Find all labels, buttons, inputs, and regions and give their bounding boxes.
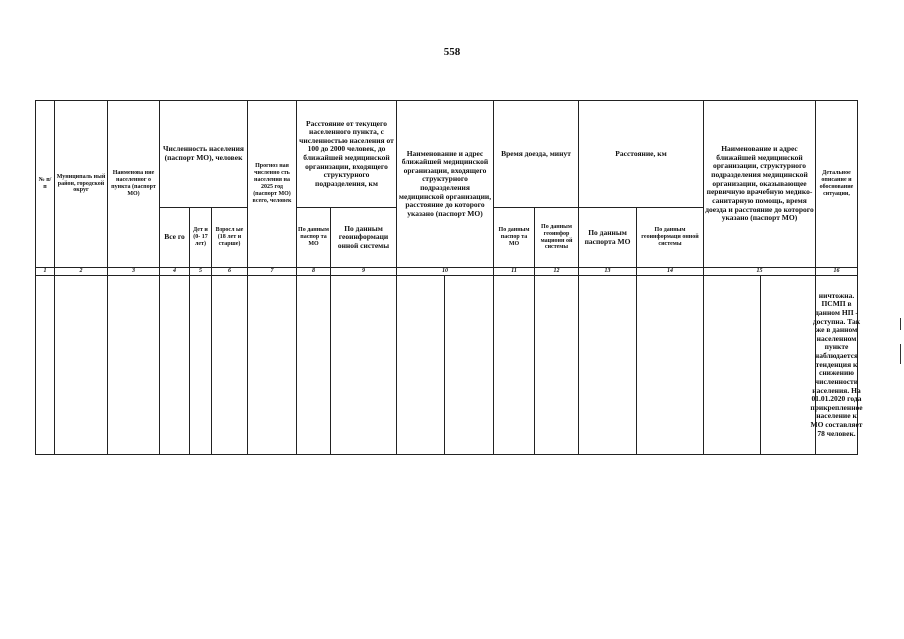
table-row-cell-9: [330, 275, 397, 455]
colnum-5: 5: [189, 267, 212, 276]
table-row-cell-13: [578, 275, 637, 455]
description-cell: ничтожна. ПСМП в данном НП - доступна. Так же в данном населенном пункте наблюдается тенденция к снижению численности населения. На 01.01.2020 года прикрепленное население к МО составляет 78 человек.: [815, 275, 858, 455]
table-row-cell-14: [636, 275, 704, 455]
header-distance-group: Расстояние от текущего населенного пункта, с численностью населения от 100 до 2000 человек, до ближайшей медицинской организации, входящего структурного подразделения, км: [296, 100, 397, 208]
data-table: [35, 100, 863, 455]
colnum-6: 6: [211, 267, 248, 276]
header-org-name: Наименование и адрес ближайшей медицинской организации, входящего структурного подразделения медицинской организации, расстояние до которого указано (паспорт МО): [396, 100, 494, 268]
header-pop-total: Все го: [159, 207, 190, 268]
colnum-15: 15: [703, 267, 816, 276]
table-row-cell-7: [247, 275, 297, 455]
table-row-cell-12: [534, 275, 579, 455]
header-range-group: Расстояние, км: [578, 100, 704, 208]
colnum-14: 14: [636, 267, 704, 276]
scan-mark-bottom: [900, 344, 901, 364]
scan-mark-top: [900, 318, 901, 330]
colnum-12: 12: [534, 267, 579, 276]
colnum-11: 11: [493, 267, 535, 276]
colnum-3: 3: [107, 267, 160, 276]
header-pop-adults: Взросл ые (18 лет и старше): [211, 207, 248, 268]
header-range-geo: По данным геоинформаци онной системы: [636, 207, 704, 268]
table-row-cell-10a: [396, 275, 445, 455]
header-population-group: Численность населения (паспорт МО), человек: [159, 100, 248, 208]
table-row-cell-1: [35, 275, 55, 455]
table-row-cell-15b: [760, 275, 816, 455]
colnum-7: 7: [247, 267, 297, 276]
header-forecast: Прогноз ная численно сть населения на 2025 год (паспорт МО) всего, человек: [247, 100, 297, 268]
table-row-cell-4: [159, 275, 190, 455]
header-settlement: Наименова ние населенног о пункта (паспорт МО): [107, 100, 160, 268]
table-row-cell-6: [211, 275, 248, 455]
header-description: Детальное описание и обоснование ситуации,: [815, 100, 858, 268]
table-row-cell-8: [296, 275, 331, 455]
header-dist-passport: По данным паспор та МО: [296, 207, 331, 268]
header-pop-children: Дет и (0- 17 лет): [189, 207, 212, 268]
header-num: № п/п: [35, 100, 55, 268]
colnum-13: 13: [578, 267, 637, 276]
header-dist-geo: По данным геоинформаци онной системы: [330, 207, 397, 268]
colnum-4: 4: [159, 267, 190, 276]
header-municipality: Муниципаль ный район, городской округ: [54, 100, 108, 268]
header-time-passport: По данным паспор та МО: [493, 207, 535, 268]
colnum-1: 1: [35, 267, 55, 276]
table-row-cell-2: [54, 275, 108, 455]
table-row-cell-15a: [703, 275, 761, 455]
table-row-cell-5: [189, 275, 212, 455]
table-row-cell-11: [493, 275, 535, 455]
colnum-16: 16: [815, 267, 858, 276]
colnum-10: 10: [396, 267, 494, 276]
colnum-9: 9: [330, 267, 397, 276]
table-row-cell-10b: [444, 275, 494, 455]
header-time-group: Время доезда, минут: [493, 100, 579, 208]
page-number: 558: [443, 46, 461, 58]
header-range-passport: По данным паспорта МО: [578, 207, 637, 268]
table-row-cell-3: [107, 275, 160, 455]
colnum-8: 8: [296, 267, 331, 276]
header-time-geo: По данным геоинфор мационн ой системы: [534, 207, 579, 268]
colnum-2: 2: [54, 267, 108, 276]
header-primary-care: Наименование и адрес ближайшей медицинской организации, структурного подразделения медицинской организации, оказывающее первичную врачебную медико-санитарную помощь, время доезда и расстояние до которого указано (паспорт МО): [703, 100, 816, 268]
